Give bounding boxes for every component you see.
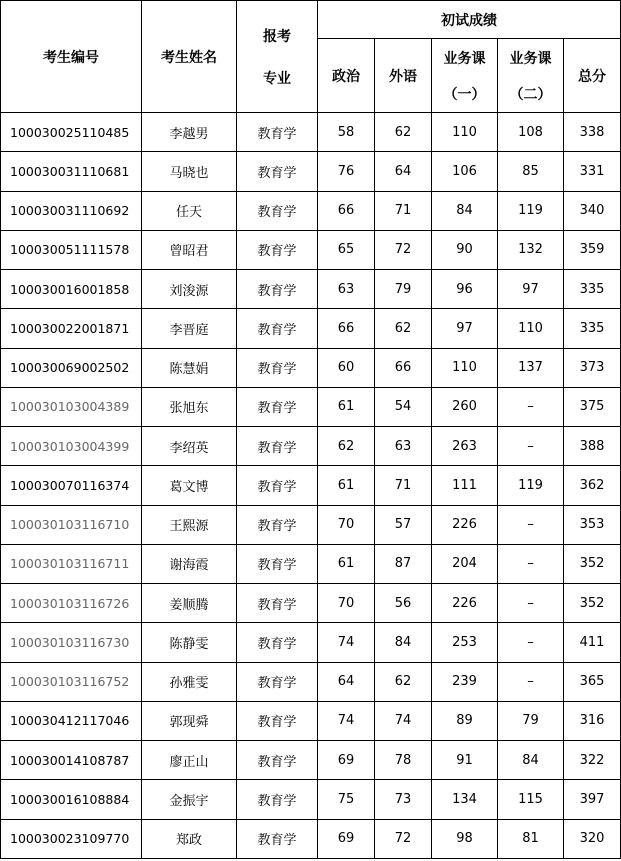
- table-row: [1, 584, 621, 623]
- cell-total: 353: [564, 505, 621, 544]
- cell-foreign-language: 62: [375, 662, 432, 701]
- header-course-two-line1: 业务课: [509, 50, 552, 67]
- cell-politics: 74: [318, 701, 375, 740]
- cell-politics: 61: [318, 544, 375, 583]
- table-row: [1, 309, 621, 348]
- cell-candidate-name: 马晓也: [142, 152, 237, 191]
- table-row: [1, 662, 621, 701]
- cell-candidate-id: 100030103116726: [1, 584, 142, 623]
- cell-foreign-language: 78: [375, 741, 432, 780]
- cell-foreign-language: 66: [375, 348, 432, 387]
- header-major-line2: 专业: [263, 70, 291, 87]
- table-row: [1, 466, 621, 505]
- cell-candidate-name: 刘浚源: [142, 270, 237, 309]
- table-row: [1, 387, 621, 426]
- cell-course-two: –: [498, 544, 564, 583]
- cell-major: 教育学: [237, 230, 318, 269]
- cell-politics: 60: [318, 348, 375, 387]
- cell-course-one: 239: [432, 662, 498, 701]
- cell-foreign-language: 64: [375, 152, 432, 191]
- cell-course-one: 111: [432, 466, 498, 505]
- cell-politics: 74: [318, 623, 375, 662]
- cell-candidate-name: 葛文博: [142, 466, 237, 505]
- cell-course-two: 85: [498, 152, 564, 191]
- cell-course-one: 84: [432, 191, 498, 230]
- cell-candidate-id: 100030022001871: [1, 309, 142, 348]
- cell-candidate-id: 100030016108884: [1, 780, 142, 819]
- cell-total: 335: [564, 309, 621, 348]
- cell-candidate-name: 曾昭君: [142, 230, 237, 269]
- cell-major: 教育学: [237, 780, 318, 819]
- table-row: [1, 544, 621, 583]
- cell-total: 331: [564, 152, 621, 191]
- cell-candidate-id: 100030069002502: [1, 348, 142, 387]
- cell-candidate-id: 100030025110485: [1, 113, 142, 152]
- cell-politics: 62: [318, 427, 375, 466]
- cell-candidate-id: 100030070116374: [1, 466, 142, 505]
- table-row: [1, 230, 621, 269]
- cell-candidate-id: 100030023109770: [1, 819, 142, 859]
- cell-course-two: –: [498, 427, 564, 466]
- cell-politics: 61: [318, 466, 375, 505]
- cell-candidate-id: 100030103004389: [1, 387, 142, 426]
- cell-total: 320: [564, 819, 621, 859]
- cell-course-two: 79: [498, 701, 564, 740]
- cell-candidate-id: 100030016001858: [1, 270, 142, 309]
- cell-course-one: 263: [432, 427, 498, 466]
- header-foreign-language: 外语: [375, 39, 432, 113]
- cell-course-two: 119: [498, 191, 564, 230]
- cell-course-two: 132: [498, 230, 564, 269]
- cell-foreign-language: 62: [375, 309, 432, 348]
- table-row: [1, 348, 621, 387]
- table-row: [1, 623, 621, 662]
- table-row: [1, 113, 621, 152]
- cell-politics: 65: [318, 230, 375, 269]
- cell-course-one: 98: [432, 819, 498, 859]
- cell-total: 373: [564, 348, 621, 387]
- cell-candidate-id: 100030103004399: [1, 427, 142, 466]
- table-body: [1, 113, 621, 859]
- cell-foreign-language: 54: [375, 387, 432, 426]
- cell-total: 362: [564, 466, 621, 505]
- cell-foreign-language: 57: [375, 505, 432, 544]
- cell-course-two: –: [498, 387, 564, 426]
- header-candidate-name: 考生姓名: [142, 1, 237, 113]
- cell-course-two: 115: [498, 780, 564, 819]
- cell-course-two: –: [498, 505, 564, 544]
- cell-total: 322: [564, 741, 621, 780]
- cell-course-one: 226: [432, 505, 498, 544]
- cell-candidate-name: 李绍英: [142, 427, 237, 466]
- cell-candidate-id: 100030103116711: [1, 544, 142, 583]
- header-politics: 政治: [318, 39, 375, 113]
- cell-course-one: 89: [432, 701, 498, 740]
- cell-total: 397: [564, 780, 621, 819]
- cell-major: 教育学: [237, 309, 318, 348]
- cell-major: 教育学: [237, 623, 318, 662]
- cell-course-one: 110: [432, 113, 498, 152]
- cell-course-one: 97: [432, 309, 498, 348]
- cell-candidate-name: 陈静雯: [142, 623, 237, 662]
- table-row: [1, 505, 621, 544]
- cell-course-two: 81: [498, 819, 564, 859]
- cell-total: 359: [564, 230, 621, 269]
- cell-course-two: 84: [498, 741, 564, 780]
- cell-course-one: 90: [432, 230, 498, 269]
- cell-candidate-name: 姜顺腾: [142, 584, 237, 623]
- cell-course-one: 204: [432, 544, 498, 583]
- table-row: [1, 780, 621, 819]
- cell-politics: 63: [318, 270, 375, 309]
- cell-course-two: 137: [498, 348, 564, 387]
- cell-total: 335: [564, 270, 621, 309]
- cell-major: 教育学: [237, 662, 318, 701]
- cell-candidate-id: 100030103116730: [1, 623, 142, 662]
- cell-course-two: –: [498, 623, 564, 662]
- cell-candidate-id: 100030014108787: [1, 741, 142, 780]
- cell-major: 教育学: [237, 152, 318, 191]
- cell-total: 411: [564, 623, 621, 662]
- table-row: [1, 741, 621, 780]
- cell-major: 教育学: [237, 544, 318, 583]
- cell-total: 340: [564, 191, 621, 230]
- cell-candidate-id: 100030412117046: [1, 701, 142, 740]
- cell-foreign-language: 63: [375, 427, 432, 466]
- cell-major: 教育学: [237, 741, 318, 780]
- cell-major: 教育学: [237, 270, 318, 309]
- cell-foreign-language: 62: [375, 113, 432, 152]
- cell-foreign-language: 56: [375, 584, 432, 623]
- cell-foreign-language: 73: [375, 780, 432, 819]
- cell-politics: 58: [318, 113, 375, 152]
- cell-politics: 76: [318, 152, 375, 191]
- cell-candidate-id: 100030031110692: [1, 191, 142, 230]
- header-total: 总分: [564, 39, 621, 113]
- cell-major: 教育学: [237, 113, 318, 152]
- table-row: [1, 427, 621, 466]
- cell-course-two: 97: [498, 270, 564, 309]
- cell-total: 338: [564, 113, 621, 152]
- table-row: [1, 270, 621, 309]
- cell-total: 316: [564, 701, 621, 740]
- header-course-one-line1: 业务课: [443, 50, 486, 67]
- cell-foreign-language: 74: [375, 701, 432, 740]
- table-header: [1, 1, 621, 113]
- cell-course-one: 226: [432, 584, 498, 623]
- cell-total: 375: [564, 387, 621, 426]
- cell-candidate-name: 王熙源: [142, 505, 237, 544]
- cell-candidate-name: 孙雅雯: [142, 662, 237, 701]
- cell-total: 365: [564, 662, 621, 701]
- cell-foreign-language: 71: [375, 191, 432, 230]
- cell-candidate-name: 陈慧娟: [142, 348, 237, 387]
- cell-course-two: –: [498, 584, 564, 623]
- cell-total: 388: [564, 427, 621, 466]
- cell-candidate-id: 100030103116752: [1, 662, 142, 701]
- cell-total: 352: [564, 544, 621, 583]
- cell-candidate-name: 郭现舜: [142, 701, 237, 740]
- cell-course-two: 119: [498, 466, 564, 505]
- cell-total: 352: [564, 584, 621, 623]
- cell-major: 教育学: [237, 427, 318, 466]
- header-course-one: [432, 39, 498, 113]
- cell-course-one: 110: [432, 348, 498, 387]
- cell-candidate-id: 100030031110681: [1, 152, 142, 191]
- cell-course-two: 110: [498, 309, 564, 348]
- cell-major: 教育学: [237, 466, 318, 505]
- cell-major: 教育学: [237, 505, 318, 544]
- header-major: [237, 1, 318, 113]
- header-course-one-line2: （一）: [443, 86, 486, 103]
- cell-major: 教育学: [237, 191, 318, 230]
- cell-major: 教育学: [237, 348, 318, 387]
- cell-politics: 70: [318, 584, 375, 623]
- cell-candidate-name: 郑政: [142, 819, 237, 859]
- cell-course-one: 91: [432, 741, 498, 780]
- cell-politics: 64: [318, 662, 375, 701]
- cell-candidate-name: 任天: [142, 191, 237, 230]
- cell-politics: 66: [318, 191, 375, 230]
- cell-candidate-name: 张旭东: [142, 387, 237, 426]
- header-course-two: [498, 39, 564, 113]
- cell-course-one: 260: [432, 387, 498, 426]
- cell-foreign-language: 72: [375, 230, 432, 269]
- cell-course-one: 134: [432, 780, 498, 819]
- table-row: [1, 819, 621, 859]
- cell-candidate-id: 100030103116710: [1, 505, 142, 544]
- cell-major: 教育学: [237, 584, 318, 623]
- table-row: [1, 152, 621, 191]
- cell-course-two: –: [498, 662, 564, 701]
- cell-major: 教育学: [237, 819, 318, 859]
- cell-course-two: 108: [498, 113, 564, 152]
- cell-course-one: 253: [432, 623, 498, 662]
- header-major-line1: 报考: [263, 28, 291, 45]
- cell-politics: 69: [318, 741, 375, 780]
- cell-candidate-name: 谢海霞: [142, 544, 237, 583]
- cell-politics: 66: [318, 309, 375, 348]
- cell-candidate-name: 李越男: [142, 113, 237, 152]
- cell-politics: 69: [318, 819, 375, 859]
- cell-course-one: 106: [432, 152, 498, 191]
- cell-candidate-name: 金振宇: [142, 780, 237, 819]
- header-preliminary-scores: 初试成绩: [318, 1, 621, 39]
- cell-foreign-language: 87: [375, 544, 432, 583]
- cell-course-one: 96: [432, 270, 498, 309]
- cell-major: 教育学: [237, 387, 318, 426]
- table-row: [1, 701, 621, 740]
- table-row: [1, 191, 621, 230]
- cell-candidate-name: 廖正山: [142, 741, 237, 780]
- cell-politics: 70: [318, 505, 375, 544]
- cell-politics: 61: [318, 387, 375, 426]
- cell-foreign-language: 79: [375, 270, 432, 309]
- cell-foreign-language: 71: [375, 466, 432, 505]
- cell-major: 教育学: [237, 701, 318, 740]
- header-course-two-line2: （二）: [509, 86, 552, 103]
- cell-politics: 75: [318, 780, 375, 819]
- cell-candidate-name: 李晋庭: [142, 309, 237, 348]
- cell-candidate-id: 100030051111578: [1, 230, 142, 269]
- cell-foreign-language: 72: [375, 819, 432, 859]
- header-candidate-id: 考生编号: [1, 1, 142, 113]
- cell-foreign-language: 84: [375, 623, 432, 662]
